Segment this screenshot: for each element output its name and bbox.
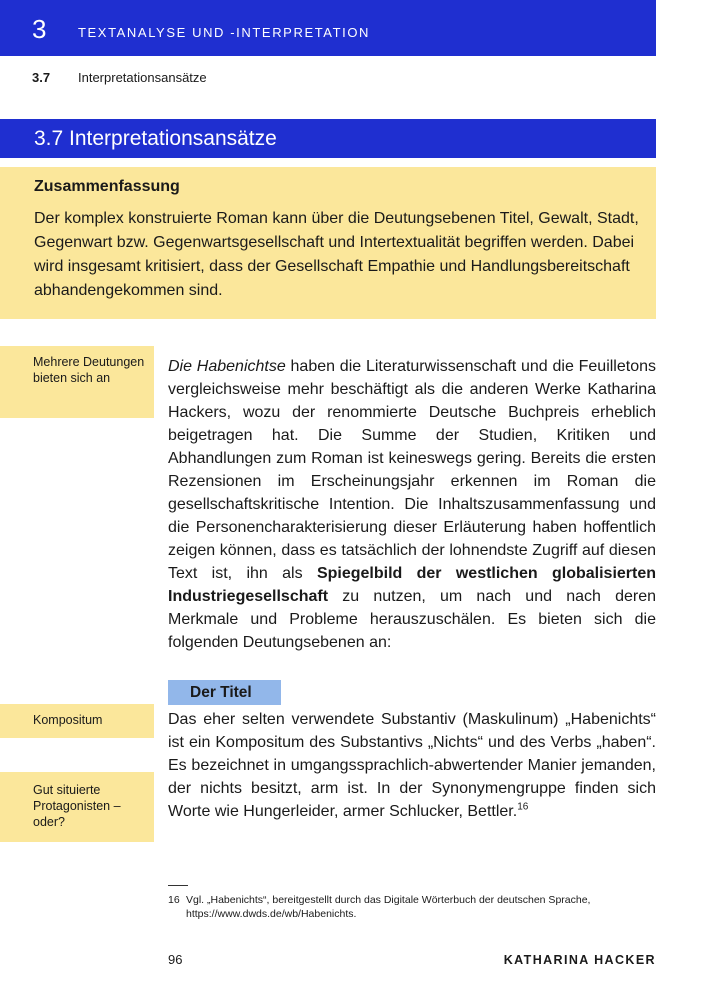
margin-note-deutungen: Mehrere Deutungen bieten sich an <box>0 346 154 418</box>
footnote-reference[interactable]: 16 <box>517 801 529 813</box>
paragraph-text: zu nutzen, um nach und nach deren Merkmale und Probleme herauszuschälen. Es bieten sich die folgenden Deutungsebenen an: <box>168 588 656 651</box>
subsection-title: Der Titel <box>190 684 252 701</box>
summary-box <box>0 167 656 319</box>
summary-heading: Zusammenfassung <box>34 178 180 195</box>
paragraph-text: haben die Literaturwissenschaft und die Feuilletons vergleichsweise mehr beschäftigt als die anderen Werke Katharina Hackers, wozu der renommierte Deutsche Buchpreis erheblich beigetragen hat. Die Summe der Studien, Kritiken und Abhandlungen zum Roman ist keineswegs gering. Bereits die ersten Rezensionen im Erscheinungsjahr erkennen im Roman die gesellschaftskritische Intention. Die Inhaltszusammenfassung und die Personencharakterisierung dieser Erläuterung haben hoffentlich zeigen können, dass es tatsächlich der lohnendste Zugriff auf diesen Text ist, ihn als <box>168 358 656 582</box>
running-head-title: Interpretationsansätze <box>78 70 207 85</box>
chapter-title: TEXTANALYSE UND -INTERPRETATION <box>78 25 371 40</box>
body-paragraph-intro <box>168 355 656 654</box>
chapter-number: 3 <box>32 14 47 44</box>
margin-note-protagonisten: Gut situierte Protagonisten – oder? <box>0 772 154 842</box>
book-title-italic: Die Habenichtse <box>168 358 286 375</box>
section-title-bar <box>0 119 656 158</box>
footnote-divider <box>168 885 188 886</box>
summary-text: Der komplex konstruierte Roman kann über die Deutungsebenen Titel, Gewalt, Stadt, Gegenwart bzw. Gegenwartsgesellschaft und Intertextualität begriffen werden. Dabei wird insgesamt kritisiert, dass der Gesellschaft Empathie und Handlungsbereitschaft abhandengekommen sind. <box>34 210 639 299</box>
paragraph-text: Das eher selten verwendete Substantiv (Maskulinum) „Habenichts“ ist ein Kompositum des Substantivs „Nichts“ und des Verbs „haben“. Es bezeichnet in umgangssprachlich-abwertender Manier jemanden, der nichts besitzt, arm ist. In der Synonymengruppe finden sich Worte wie Hungerleider, armer Schlucker, Bettler. <box>168 711 656 820</box>
footnote-number: 16 <box>168 894 180 906</box>
footnote-text: Vgl. „Habenichts“, bereitgestellt durch das Digitale Wörterbuch der deutschen Sprache, https://www.dwds.de/wb/Habenichts. <box>186 894 591 920</box>
running-head-number: 3.7 <box>32 70 51 85</box>
subsection-heading-box <box>168 680 281 705</box>
body-paragraph-title <box>168 708 656 823</box>
section-title: 3.7 Interpretationsansätze <box>34 127 277 150</box>
margin-note-kompositum: Kompositum <box>0 704 154 738</box>
chapter-header-bar <box>0 0 656 56</box>
bold-emphasis: Spiegelbild der westlichen globalisierten Industriegesellschaft <box>168 565 657 605</box>
footer-author: KATHARINA HACKER <box>503 953 656 967</box>
page-number: 96 <box>168 952 183 967</box>
